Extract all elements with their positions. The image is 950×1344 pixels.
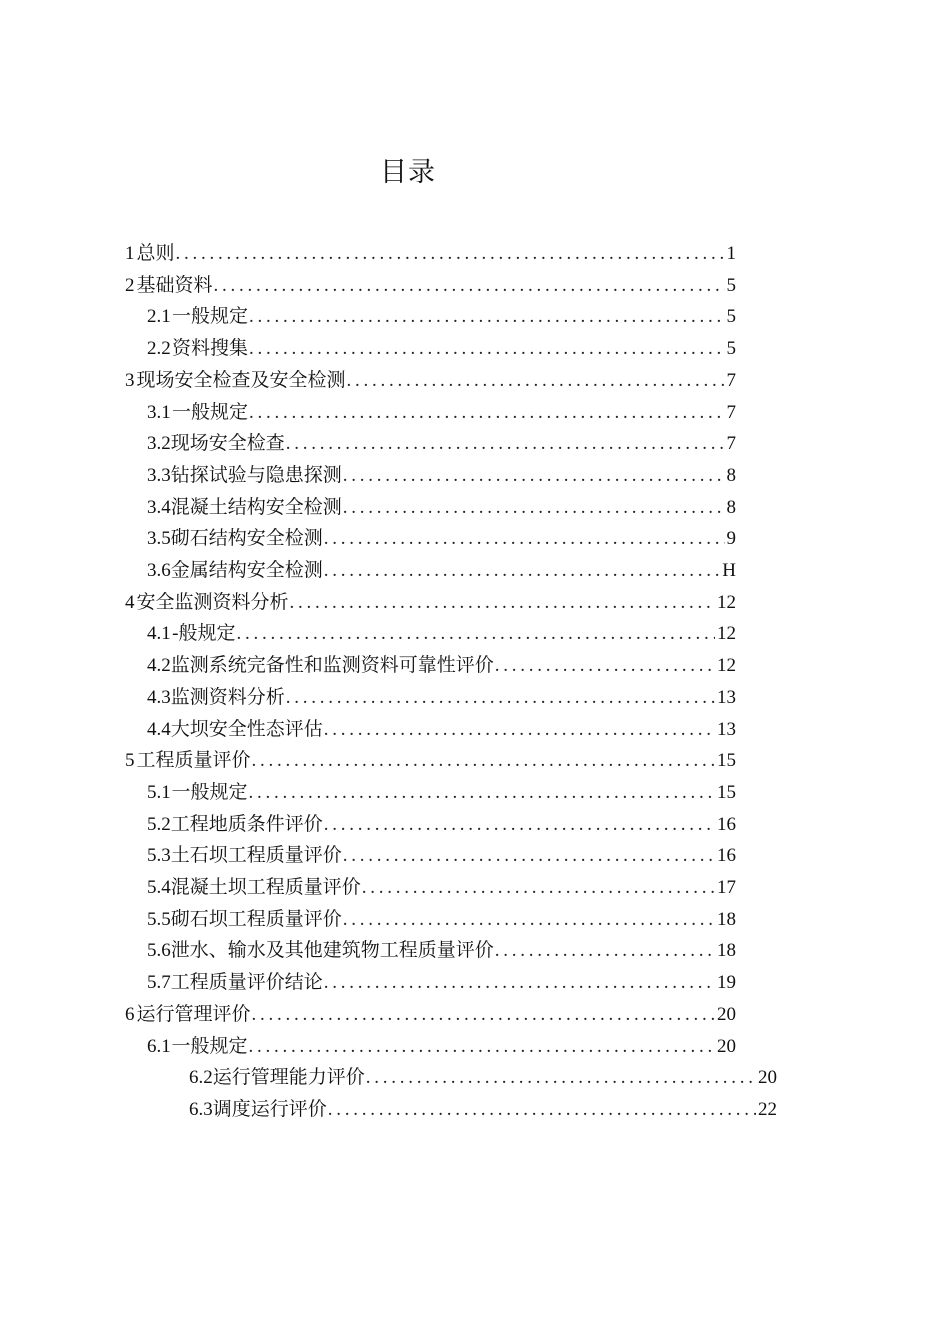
toc-entry-page: 8 bbox=[726, 464, 736, 486]
toc-entry-page: 13 bbox=[717, 718, 736, 740]
toc-dot-leader bbox=[176, 238, 725, 270]
toc-dot-leader bbox=[286, 682, 715, 714]
toc-entry-number: 3.2 bbox=[147, 433, 171, 455]
toc-entry-label: 资料搜集 bbox=[171, 338, 248, 360]
toc-dot-leader bbox=[328, 1094, 756, 1126]
toc-entry[interactable] bbox=[147, 777, 736, 809]
toc-entry-label: 金属结构安全检测 bbox=[170, 560, 323, 581]
toc-entry[interactable] bbox=[189, 1062, 777, 1094]
toc-entry-page: 8 bbox=[726, 496, 736, 518]
toc-entry-page: 15 bbox=[717, 781, 736, 803]
toc-entry[interactable] bbox=[125, 238, 736, 270]
toc-dot-leader bbox=[324, 967, 715, 999]
toc-entry-label: 一般规定 bbox=[171, 781, 248, 803]
toc-entry[interactable] bbox=[147, 492, 736, 524]
toc-entry-number: 5.3 bbox=[147, 845, 171, 867]
toc-entry[interactable] bbox=[147, 809, 736, 841]
toc-dot-leader bbox=[214, 270, 725, 302]
toc-entry-label: 运行管理能力评价 bbox=[212, 1067, 365, 1089]
toc-entry-number: 2 bbox=[125, 274, 135, 296]
toc-entry[interactable] bbox=[147, 301, 736, 333]
toc-entry-number: 4.1 bbox=[147, 623, 171, 645]
toc-entry-label: 土石坝工程质量评价 bbox=[170, 845, 342, 867]
toc-entry-page: 16 bbox=[717, 845, 736, 867]
toc-dot-leader bbox=[343, 840, 715, 872]
toc-entry-label: 运行管理评价 bbox=[136, 1003, 251, 1025]
toc-entry[interactable] bbox=[147, 523, 736, 555]
toc-entry-label: 砌石坝工程质量评价 bbox=[170, 908, 342, 930]
toc-entry-page: 20 bbox=[758, 1067, 777, 1089]
toc-dot-leader bbox=[324, 809, 715, 841]
toc-entry-page: 15 bbox=[717, 750, 736, 772]
toc-dot-leader bbox=[249, 1031, 716, 1063]
toc-entry-number: 3 bbox=[125, 369, 135, 391]
toc-entry-number: 2.2 bbox=[147, 338, 171, 360]
toc-entry-page: 7 bbox=[726, 369, 736, 391]
toc-entry[interactable] bbox=[147, 1031, 736, 1063]
toc-entry[interactable] bbox=[147, 714, 736, 746]
toc-entry[interactable] bbox=[147, 840, 736, 872]
toc-entry-label: 监测系统完备性和监测资料可靠性评价 bbox=[170, 655, 494, 677]
toc-entry-page: 9 bbox=[726, 528, 736, 550]
toc-dot-leader bbox=[290, 587, 715, 619]
toc-entry-page: 1 bbox=[726, 243, 736, 264]
toc-entry[interactable] bbox=[125, 365, 736, 397]
toc-dot-leader bbox=[343, 492, 725, 524]
toc-entry-number: 5 bbox=[125, 750, 135, 772]
toc-entry-page: 17 bbox=[717, 877, 736, 898]
toc-entry-label: 现场安全检查及安全检测 bbox=[136, 369, 346, 391]
page-title: 目录 bbox=[380, 157, 436, 187]
toc-entry-number: 5.2 bbox=[147, 813, 171, 835]
toc-entry[interactable] bbox=[147, 555, 736, 587]
toc-entry-label: 现场安全检查 bbox=[170, 433, 285, 455]
toc-entry-number: 3.4 bbox=[147, 496, 171, 518]
toc-dot-leader bbox=[249, 301, 725, 333]
toc-entry-number: 4.4 bbox=[147, 718, 171, 740]
toc-entry-label: 一般规定 bbox=[171, 401, 248, 423]
toc-dot-leader bbox=[366, 1062, 756, 1094]
toc-dot-leader bbox=[252, 745, 715, 777]
toc-entry[interactable] bbox=[125, 745, 736, 777]
toc-dot-leader bbox=[249, 333, 725, 365]
toc-entry-page: 16 bbox=[717, 813, 736, 835]
toc-entry-label: 工程质量评价结论 bbox=[170, 972, 323, 994]
toc-entry-page: 5 bbox=[726, 338, 736, 360]
toc-dot-leader bbox=[324, 714, 715, 746]
toc-entry[interactable] bbox=[147, 682, 736, 714]
toc-entry-number: 6.3 bbox=[189, 1098, 213, 1120]
toc-entry[interactable] bbox=[147, 904, 736, 936]
toc-entry-number: 6 bbox=[125, 1003, 135, 1025]
toc-entry-label: 钻探试验与隐患探测 bbox=[170, 464, 342, 486]
toc-entry-number: 5.5 bbox=[147, 908, 171, 930]
toc-entry-number: 3.1 bbox=[147, 401, 171, 423]
toc-dot-leader bbox=[343, 904, 715, 936]
toc-entry[interactable] bbox=[189, 1094, 777, 1126]
toc-entry-label: 泄水、输水及其他建筑物工程质量评价 bbox=[170, 940, 494, 962]
toc-entry-number: 5.6 bbox=[147, 940, 171, 962]
toc-entry-number: 6.2 bbox=[189, 1067, 213, 1089]
toc-entry-number: 4.2 bbox=[147, 655, 171, 677]
toc-entry-number: 3.3 bbox=[147, 464, 171, 486]
toc-dot-leader bbox=[249, 397, 725, 429]
toc-entry-label: 安全监测资料分析 bbox=[136, 591, 289, 613]
toc-entry-number: 4 bbox=[125, 591, 135, 613]
toc-entry-number: 2.1 bbox=[147, 306, 171, 328]
toc-entry-page: 18 bbox=[717, 940, 736, 962]
toc-entry-label: 调度运行评价 bbox=[212, 1098, 327, 1120]
toc-entry-label: 基础资料 bbox=[136, 274, 213, 296]
toc-entry-page: 18 bbox=[717, 908, 736, 930]
toc-entry-page: 12 bbox=[717, 655, 736, 677]
toc-entry-page: 5 bbox=[726, 306, 736, 328]
toc-entry-label: 工程地质条件评价 bbox=[170, 813, 323, 835]
toc-dot-leader bbox=[324, 523, 725, 555]
toc-entry-number: 3.6 bbox=[147, 560, 171, 581]
toc-entry[interactable] bbox=[125, 270, 736, 302]
toc-entry[interactable] bbox=[147, 935, 736, 967]
toc-entry-page: 20 bbox=[717, 1003, 736, 1025]
toc-entry-page: 5 bbox=[726, 274, 736, 296]
toc-entry-number: 4.3 bbox=[147, 686, 171, 708]
toc-entry[interactable] bbox=[125, 587, 736, 619]
toc-dot-leader bbox=[324, 555, 721, 587]
toc-entry-label: 大坝安全性态评估 bbox=[170, 718, 323, 740]
toc-entry-label: 砌石结构安全检测 bbox=[170, 528, 323, 550]
toc-entry-label: 监测资料分析 bbox=[170, 686, 285, 708]
toc-entry-page: 19 bbox=[717, 972, 736, 994]
toc-entry-label: 一般规定 bbox=[171, 1035, 248, 1057]
toc-dot-leader bbox=[252, 999, 715, 1031]
toc-entry-page: 20 bbox=[717, 1035, 736, 1057]
toc-entry-page: H bbox=[722, 560, 736, 581]
toc-dot-leader bbox=[495, 935, 715, 967]
toc-entry[interactable] bbox=[147, 967, 736, 999]
toc-entry-page: 7 bbox=[726, 401, 736, 423]
toc-entry-label: 混凝土坝工程质量评价 bbox=[170, 877, 361, 898]
toc-entry-number: 3.5 bbox=[147, 528, 171, 550]
toc-entry[interactable] bbox=[147, 650, 736, 682]
toc-entry-label: 总则 bbox=[136, 243, 175, 264]
toc-dot-leader bbox=[236, 618, 715, 650]
toc-entry[interactable] bbox=[125, 999, 736, 1031]
toc-dot-leader bbox=[495, 650, 715, 682]
toc-dot-leader bbox=[347, 365, 725, 397]
toc-entry[interactable] bbox=[147, 618, 736, 650]
toc-entry-number: 5.4 bbox=[147, 877, 171, 898]
toc-dot-leader bbox=[362, 872, 715, 904]
toc-entry-number: 5.7 bbox=[147, 972, 171, 994]
toc-entry-label: 混凝土结构安全检测 bbox=[170, 496, 342, 518]
toc-entry-label: -般规定 bbox=[172, 623, 236, 645]
toc-entry[interactable] bbox=[147, 428, 736, 460]
toc-dot-leader bbox=[249, 777, 716, 809]
toc-entry-page: 13 bbox=[717, 686, 736, 708]
toc-entry[interactable] bbox=[147, 333, 736, 365]
toc-dot-leader bbox=[286, 428, 725, 460]
toc-entry[interactable] bbox=[147, 872, 736, 904]
toc-entry-number: 1 bbox=[125, 243, 135, 264]
toc-dot-leader bbox=[343, 460, 725, 492]
toc-entry-page: 12 bbox=[717, 623, 736, 645]
toc-entry[interactable] bbox=[147, 397, 736, 429]
toc-entry-number: 5.1 bbox=[147, 781, 171, 803]
toc-entry-page: 7 bbox=[726, 433, 736, 455]
toc-entry[interactable] bbox=[147, 460, 736, 492]
toc-entry-label: 工程质量评价 bbox=[136, 750, 251, 772]
toc-entry-page: 22 bbox=[758, 1098, 777, 1120]
toc-entry-number: 6.1 bbox=[147, 1035, 171, 1057]
toc-entry-label: 一般规定 bbox=[171, 306, 248, 328]
toc-entry-page: 12 bbox=[717, 591, 736, 613]
